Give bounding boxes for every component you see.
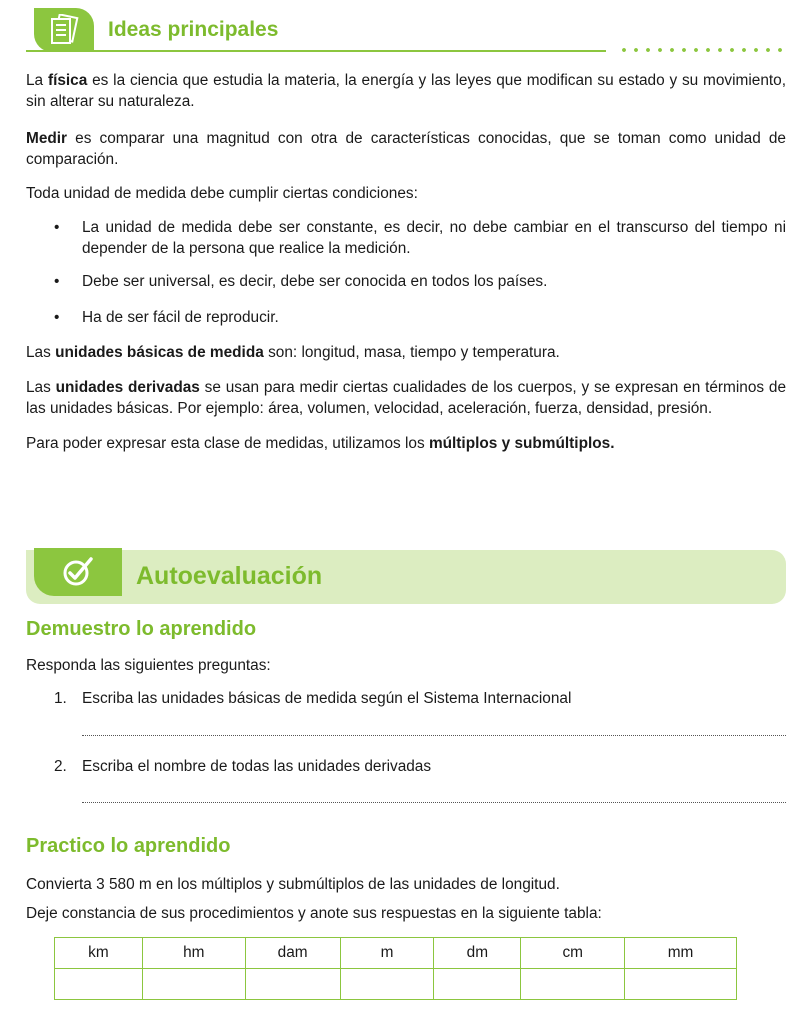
demuestro-title: Demuestro lo aprendido bbox=[26, 618, 257, 640]
autoevaluacion-icon-box bbox=[34, 548, 122, 596]
header-dots bbox=[618, 47, 786, 53]
practico-line1: Convierta 3 580 m en los múltiplos y submúltiplos de las unidades de longitud. bbox=[26, 876, 560, 893]
bullet-dot: • bbox=[54, 219, 60, 236]
demuestro-intro: Responda las siguientes preguntas: bbox=[26, 657, 271, 674]
practico-title: Practico lo aprendido bbox=[26, 835, 231, 857]
answer-line[interactable] bbox=[82, 802, 786, 803]
table-header-row bbox=[55, 938, 737, 969]
ideas-title: Ideas principales bbox=[108, 18, 279, 41]
practico-line2: Deje constancia de sus procedimientos y anote sus respuestas en la siguiente tabla: bbox=[26, 905, 602, 922]
answer-cell[interactable] bbox=[245, 969, 340, 1000]
bullet-text: Ha de ser fácil de reproducir. bbox=[82, 309, 279, 326]
answer-cell[interactable] bbox=[142, 969, 245, 1000]
paragraph-multiplos: Para poder expresar esta clase de medidas, utilizamos los múltiplos y submúltiplos. bbox=[26, 435, 615, 452]
check-pencil-icon bbox=[60, 554, 96, 590]
question-item bbox=[54, 756, 786, 777]
table-header-cell: dm bbox=[434, 938, 521, 969]
answer-cell[interactable] bbox=[340, 969, 434, 1000]
answer-cell[interactable] bbox=[55, 969, 143, 1000]
header-rule bbox=[26, 50, 606, 52]
question-number: 1. bbox=[54, 690, 67, 707]
answer-cell[interactable] bbox=[521, 969, 625, 1000]
notes-icon bbox=[48, 14, 80, 46]
ideas-principales-header bbox=[26, 6, 786, 54]
paragraph-condiciones: Toda unidad de medida debe cumplir ciertas condiciones: bbox=[26, 185, 418, 202]
ideas-icon-box bbox=[34, 8, 94, 52]
answer-line[interactable] bbox=[82, 735, 786, 736]
paragraph-unidades-basicas: Las unidades básicas de medida son: longitud, masa, tiempo y temperatura. bbox=[26, 344, 560, 361]
table-header-cell: dam bbox=[245, 938, 340, 969]
answer-cell[interactable] bbox=[625, 969, 737, 1000]
bullet-text: La unidad de medida debe ser constante, es decir, no debe cambiar en el transcurso del tiempo ni depender de la persona que realice la medición. bbox=[82, 219, 786, 257]
paragraph-medir: Medir es comparar una magnitud con otra de características conocidas, que se toman como unidad de comparación. bbox=[26, 130, 786, 168]
table-header-cell: mm bbox=[625, 938, 737, 969]
table-header-cell: m bbox=[340, 938, 434, 969]
bullet-item bbox=[54, 217, 786, 259]
question-text: Escriba el nombre de todas las unidades derivadas bbox=[82, 758, 432, 775]
question-text: Escriba las unidades básicas de medida según el Sistema Internacional bbox=[82, 690, 572, 707]
bullet-item bbox=[54, 307, 786, 328]
table-header-cell: hm bbox=[142, 938, 245, 969]
answer-cell[interactable] bbox=[434, 969, 521, 1000]
question-number: 2. bbox=[54, 758, 67, 775]
autoevaluacion-title: Autoevaluación bbox=[136, 562, 323, 590]
autoevaluacion-banner bbox=[26, 550, 786, 604]
bullet-text: Debe ser universal, es decir, debe ser conocida en todos los países. bbox=[82, 273, 548, 290]
table-header-cell: km bbox=[55, 938, 143, 969]
paragraph-unidades-derivadas: Las unidades derivadas se usan para medir ciertas cualidades de los cuerpos, y se expresan en términos de las unidades básicas. Por ejemplo: área, volumen, velocidad, aceleración, fuerza, densidad, presión. bbox=[26, 379, 787, 417]
table-answer-row bbox=[55, 969, 737, 1000]
question-item bbox=[54, 688, 786, 709]
bullet-dot: • bbox=[54, 273, 60, 290]
bullet-item bbox=[54, 271, 786, 292]
paragraph-fisica: La física es la ciencia que estudia la materia, la energía y las leyes que modifican su estado y su movimiento, sin alterar su naturaleza. bbox=[26, 72, 787, 110]
table-header-cell: cm bbox=[521, 938, 625, 969]
bullet-dot: • bbox=[54, 309, 60, 326]
conversion-table bbox=[54, 937, 737, 1000]
